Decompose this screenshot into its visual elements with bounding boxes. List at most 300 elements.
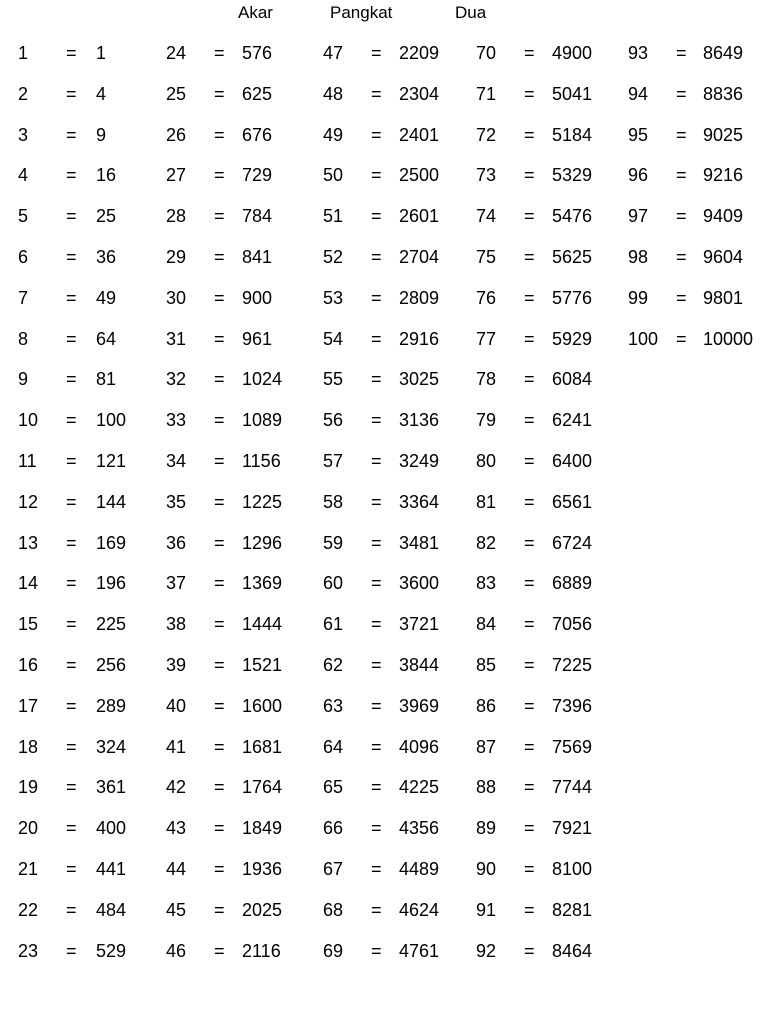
number-value: 76 — [476, 287, 497, 308]
table-row — [628, 42, 766, 83]
number-value: 53 — [323, 287, 344, 308]
square-value: 3844 — [399, 654, 440, 675]
number-value: 56 — [323, 410, 344, 431]
number-value: 23 — [18, 940, 39, 961]
table-row — [166, 899, 316, 940]
number-value: 100 — [628, 328, 659, 349]
number-value: 10 — [18, 410, 39, 431]
table-row — [476, 940, 626, 981]
table-row — [18, 328, 168, 369]
equals-sign: = — [66, 83, 77, 104]
equals-sign: = — [371, 695, 382, 716]
number-value: 37 — [166, 573, 187, 594]
equals-sign: = — [371, 532, 382, 553]
square-value: 1024 — [242, 369, 283, 390]
number-value: 22 — [18, 899, 39, 920]
square-value: 4225 — [399, 777, 440, 798]
square-value: 729 — [242, 165, 273, 186]
square-value: 8281 — [552, 899, 593, 920]
number-value: 19 — [18, 777, 39, 798]
equals-sign: = — [66, 450, 77, 471]
square-value: 5929 — [552, 328, 593, 349]
table-row — [323, 42, 473, 83]
square-value: 4 — [96, 83, 107, 104]
equals-sign: = — [214, 654, 225, 675]
number-value: 26 — [166, 124, 187, 145]
square-value: 2601 — [399, 206, 440, 227]
title-word-pangkat: Pangkat — [330, 3, 393, 22]
equals-sign: = — [66, 491, 77, 512]
number-value: 34 — [166, 450, 187, 471]
table-row — [18, 817, 168, 858]
table-row — [166, 409, 316, 450]
square-value: 3025 — [399, 369, 440, 390]
square-value: 5476 — [552, 206, 593, 227]
table-row — [166, 83, 316, 124]
table-row — [323, 572, 473, 613]
equals-sign: = — [66, 736, 77, 757]
equals-sign: = — [676, 206, 687, 227]
equals-sign: = — [676, 287, 687, 308]
table-row — [323, 205, 473, 246]
square-value: 81 — [96, 369, 117, 390]
square-value: 7569 — [552, 736, 593, 757]
square-value: 3249 — [399, 450, 440, 471]
number-value: 70 — [476, 43, 497, 63]
equals-sign: = — [524, 858, 535, 879]
table-row — [18, 491, 168, 532]
table-row — [476, 83, 626, 124]
equals-sign: = — [66, 899, 77, 920]
equals-sign: = — [524, 410, 535, 431]
equals-sign: = — [524, 818, 535, 839]
equals-sign: = — [524, 165, 535, 186]
equals-sign: = — [371, 328, 382, 349]
number-value: 11 — [18, 450, 37, 471]
equals-sign: = — [214, 614, 225, 635]
equals-sign: = — [214, 246, 225, 267]
number-value: 3 — [18, 124, 29, 145]
number-value: 58 — [323, 491, 344, 512]
number-value: 93 — [628, 43, 649, 63]
square-value: 2809 — [399, 287, 440, 308]
equals-sign: = — [524, 369, 535, 390]
equals-sign: = — [66, 777, 77, 798]
equals-sign: = — [524, 450, 535, 471]
number-value: 7 — [18, 287, 29, 308]
number-value: 92 — [476, 940, 497, 961]
square-value: 4489 — [399, 858, 440, 879]
table-row — [18, 42, 168, 83]
number-value: 87 — [476, 736, 497, 757]
square-value: 8649 — [703, 43, 744, 63]
table-row — [166, 654, 316, 695]
table-row — [166, 450, 316, 491]
table-row — [166, 817, 316, 858]
number-value: 67 — [323, 858, 344, 879]
square-value: 9 — [96, 124, 107, 145]
table-row — [323, 450, 473, 491]
equals-sign: = — [524, 43, 535, 63]
table-row — [323, 83, 473, 124]
table-row — [323, 817, 473, 858]
square-value: 4356 — [399, 818, 440, 839]
square-value: 6241 — [552, 410, 593, 431]
square-value: 121 — [96, 450, 127, 471]
equals-sign: = — [524, 736, 535, 757]
equals-sign: = — [371, 654, 382, 675]
square-value: 7056 — [552, 614, 593, 635]
table-row — [323, 899, 473, 940]
square-value: 3481 — [399, 532, 440, 553]
square-value: 841 — [242, 246, 273, 267]
number-value: 49 — [323, 124, 344, 145]
table-row — [476, 164, 626, 205]
number-value: 29 — [166, 246, 187, 267]
square-value: 1225 — [242, 491, 283, 512]
number-value: 81 — [476, 491, 497, 512]
number-value: 6 — [18, 246, 29, 267]
table-row — [323, 368, 473, 409]
square-value: 4096 — [399, 736, 440, 757]
equals-sign: = — [66, 410, 77, 431]
number-value: 50 — [323, 165, 344, 186]
equals-sign: = — [214, 940, 225, 961]
number-value: 40 — [166, 695, 187, 716]
table-row — [166, 613, 316, 654]
number-value: 64 — [323, 736, 344, 757]
number-value: 15 — [18, 614, 39, 635]
table-row — [476, 817, 626, 858]
table-row — [166, 491, 316, 532]
number-value: 79 — [476, 410, 497, 431]
equals-sign: = — [214, 410, 225, 431]
equals-sign: = — [371, 818, 382, 839]
number-value: 65 — [323, 777, 344, 798]
table-row — [166, 287, 316, 328]
number-value: 30 — [166, 287, 187, 308]
number-value: 94 — [628, 83, 649, 104]
equals-sign: = — [371, 736, 382, 757]
table-row — [18, 532, 168, 573]
table-row — [166, 42, 316, 83]
square-value: 2704 — [399, 246, 440, 267]
number-value: 97 — [628, 206, 649, 227]
square-value: 8836 — [703, 83, 744, 104]
square-value: 3136 — [399, 410, 440, 431]
equals-sign: = — [66, 246, 77, 267]
squares-column-2 — [166, 42, 316, 980]
square-value: 7225 — [552, 654, 593, 675]
equals-sign: = — [214, 369, 225, 390]
square-value: 4624 — [399, 899, 440, 920]
number-value: 83 — [476, 573, 497, 594]
square-value: 1156 — [242, 450, 281, 471]
square-value: 7921 — [552, 818, 593, 839]
square-value: 5329 — [552, 165, 593, 186]
number-value: 51 — [323, 206, 344, 227]
equals-sign: = — [524, 654, 535, 675]
number-value: 5 — [18, 206, 29, 227]
equals-sign: = — [524, 83, 535, 104]
number-value: 24 — [166, 43, 187, 63]
number-value: 18 — [18, 736, 39, 757]
number-value: 63 — [323, 695, 344, 716]
table-row — [323, 124, 473, 165]
table-row — [476, 287, 626, 328]
equals-sign: = — [214, 491, 225, 512]
equals-sign: = — [214, 899, 225, 920]
equals-sign: = — [371, 206, 382, 227]
square-value: 324 — [96, 736, 127, 757]
square-value: 5041 — [552, 83, 593, 104]
square-value: 2025 — [242, 899, 283, 920]
square-value: 7396 — [552, 695, 593, 716]
equals-sign: = — [66, 858, 77, 879]
equals-sign: = — [676, 83, 687, 104]
square-value: 6561 — [552, 491, 593, 512]
equals-sign: = — [214, 165, 225, 186]
number-value: 12 — [18, 491, 39, 512]
square-value: 784 — [242, 206, 273, 227]
equals-sign: = — [66, 328, 77, 349]
square-value: 4761 — [399, 940, 440, 961]
table-row — [323, 409, 473, 450]
number-value: 32 — [166, 369, 187, 390]
table-row — [18, 246, 168, 287]
number-value: 21 — [18, 858, 39, 879]
square-value: 4900 — [552, 43, 593, 63]
equals-sign: = — [214, 573, 225, 594]
square-value: 529 — [96, 940, 127, 961]
equals-sign: = — [371, 124, 382, 145]
table-row — [166, 736, 316, 777]
number-value: 85 — [476, 654, 497, 675]
squares-column-4 — [476, 42, 626, 980]
table-row — [628, 328, 766, 369]
equals-sign: = — [524, 124, 535, 145]
number-value: 2 — [18, 83, 29, 104]
number-value: 47 — [323, 43, 344, 63]
square-value: 25 — [96, 206, 117, 227]
number-value: 99 — [628, 287, 649, 308]
equals-sign: = — [524, 328, 535, 349]
number-value: 95 — [628, 124, 649, 145]
square-value: 2500 — [399, 165, 440, 186]
square-value: 6889 — [552, 573, 593, 594]
square-value: 1369 — [242, 573, 283, 594]
squares-column-3 — [323, 42, 473, 980]
table-row — [628, 83, 766, 124]
table-row — [18, 899, 168, 940]
number-value: 20 — [18, 818, 39, 839]
number-value: 88 — [476, 777, 497, 798]
equals-sign: = — [676, 246, 687, 267]
equals-sign: = — [524, 246, 535, 267]
squares-column-1 — [18, 42, 168, 980]
square-value: 6724 — [552, 532, 593, 553]
square-value: 961 — [242, 328, 273, 349]
equals-sign: = — [371, 940, 382, 961]
equals-sign: = — [524, 573, 535, 594]
table-row — [476, 124, 626, 165]
square-value: 484 — [96, 899, 127, 920]
equals-sign: = — [66, 124, 77, 145]
table-row — [18, 124, 168, 165]
table-row — [18, 450, 168, 491]
number-value: 33 — [166, 410, 187, 431]
number-value: 90 — [476, 858, 497, 879]
equals-sign: = — [66, 369, 77, 390]
number-value: 28 — [166, 206, 187, 227]
table-row — [18, 572, 168, 613]
square-value: 3969 — [399, 695, 440, 716]
number-value: 89 — [476, 818, 497, 839]
square-value: 9409 — [703, 206, 744, 227]
equals-sign: = — [524, 899, 535, 920]
table-row — [476, 776, 626, 817]
square-value: 49 — [96, 287, 117, 308]
equals-sign: = — [371, 777, 382, 798]
number-value: 16 — [18, 654, 39, 675]
square-value: 441 — [96, 858, 127, 879]
table-row — [628, 287, 766, 328]
equals-sign: = — [66, 287, 77, 308]
equals-sign: = — [66, 573, 77, 594]
equals-sign: = — [524, 777, 535, 798]
table-row — [323, 287, 473, 328]
table-row — [628, 246, 766, 287]
number-value: 8 — [18, 328, 29, 349]
table-row — [166, 368, 316, 409]
number-value: 36 — [166, 532, 187, 553]
title-word-akar: Akar — [238, 3, 273, 22]
table-row — [18, 368, 168, 409]
equals-sign: = — [371, 165, 382, 186]
number-value: 77 — [476, 328, 497, 349]
table-row — [628, 205, 766, 246]
table-row — [323, 654, 473, 695]
table-row — [628, 164, 766, 205]
table-row — [18, 409, 168, 450]
number-value: 13 — [18, 532, 39, 553]
number-value: 98 — [628, 246, 649, 267]
equals-sign: = — [676, 165, 687, 186]
table-row — [323, 613, 473, 654]
square-value: 361 — [96, 777, 127, 798]
table-row — [166, 572, 316, 613]
number-value: 54 — [323, 328, 344, 349]
number-value: 84 — [476, 614, 497, 635]
equals-sign: = — [214, 777, 225, 798]
equals-sign: = — [66, 43, 77, 63]
equals-sign: = — [371, 83, 382, 104]
number-value: 91 — [476, 899, 497, 920]
square-value: 9801 — [703, 287, 744, 308]
equals-sign: = — [371, 614, 382, 635]
equals-sign: = — [371, 246, 382, 267]
number-value: 52 — [323, 246, 344, 267]
table-row — [18, 858, 168, 899]
square-value: 900 — [242, 287, 273, 308]
equals-sign: = — [524, 614, 535, 635]
number-value: 27 — [166, 165, 187, 186]
number-value: 38 — [166, 614, 187, 635]
number-value: 44 — [166, 858, 187, 879]
square-value: 196 — [96, 573, 127, 594]
square-value: 1296 — [242, 532, 283, 553]
square-value: 1600 — [242, 695, 283, 716]
number-value: 43 — [166, 818, 187, 839]
square-value: 5625 — [552, 246, 593, 267]
equals-sign: = — [524, 695, 535, 716]
square-value: 2304 — [399, 83, 440, 104]
equals-sign: = — [214, 287, 225, 308]
equals-sign: = — [371, 369, 382, 390]
square-value: 256 — [96, 654, 127, 675]
table-row — [18, 287, 168, 328]
table-row — [476, 695, 626, 736]
number-value: 25 — [166, 83, 187, 104]
table-row — [476, 899, 626, 940]
table-row — [476, 858, 626, 899]
equals-sign: = — [371, 410, 382, 431]
square-value: 2116 — [242, 940, 281, 961]
table-row — [476, 450, 626, 491]
table-row — [476, 532, 626, 573]
equals-sign: = — [371, 491, 382, 512]
equals-sign: = — [214, 532, 225, 553]
table-row — [166, 695, 316, 736]
equals-sign: = — [66, 206, 77, 227]
number-value: 31 — [166, 328, 187, 349]
square-value: 144 — [96, 491, 127, 512]
equals-sign: = — [214, 858, 225, 879]
equals-sign: = — [214, 818, 225, 839]
equals-sign: = — [676, 43, 687, 63]
square-value: 100 — [96, 410, 127, 431]
square-value: 8100 — [552, 858, 593, 879]
number-value: 35 — [166, 491, 187, 512]
equals-sign: = — [214, 206, 225, 227]
equals-sign: = — [66, 165, 77, 186]
number-value: 66 — [323, 818, 344, 839]
square-value: 576 — [242, 43, 273, 63]
equals-sign: = — [676, 124, 687, 145]
square-value: 6400 — [552, 450, 593, 471]
square-value: 8464 — [552, 940, 593, 961]
square-value: 400 — [96, 818, 127, 839]
table-row — [323, 491, 473, 532]
square-value: 64 — [96, 328, 117, 349]
number-value: 57 — [323, 450, 344, 471]
table-row — [18, 83, 168, 124]
table-row — [323, 164, 473, 205]
table-row — [476, 368, 626, 409]
equals-sign: = — [214, 83, 225, 104]
table-row — [476, 328, 626, 369]
squares-column-5 — [628, 42, 766, 368]
equals-sign: = — [371, 899, 382, 920]
number-value: 14 — [18, 573, 39, 594]
square-value: 5776 — [552, 287, 593, 308]
table-row — [323, 736, 473, 777]
table-row — [166, 164, 316, 205]
table-row — [628, 124, 766, 165]
equals-sign: = — [524, 206, 535, 227]
number-value: 68 — [323, 899, 344, 920]
square-value: 36 — [96, 246, 117, 267]
